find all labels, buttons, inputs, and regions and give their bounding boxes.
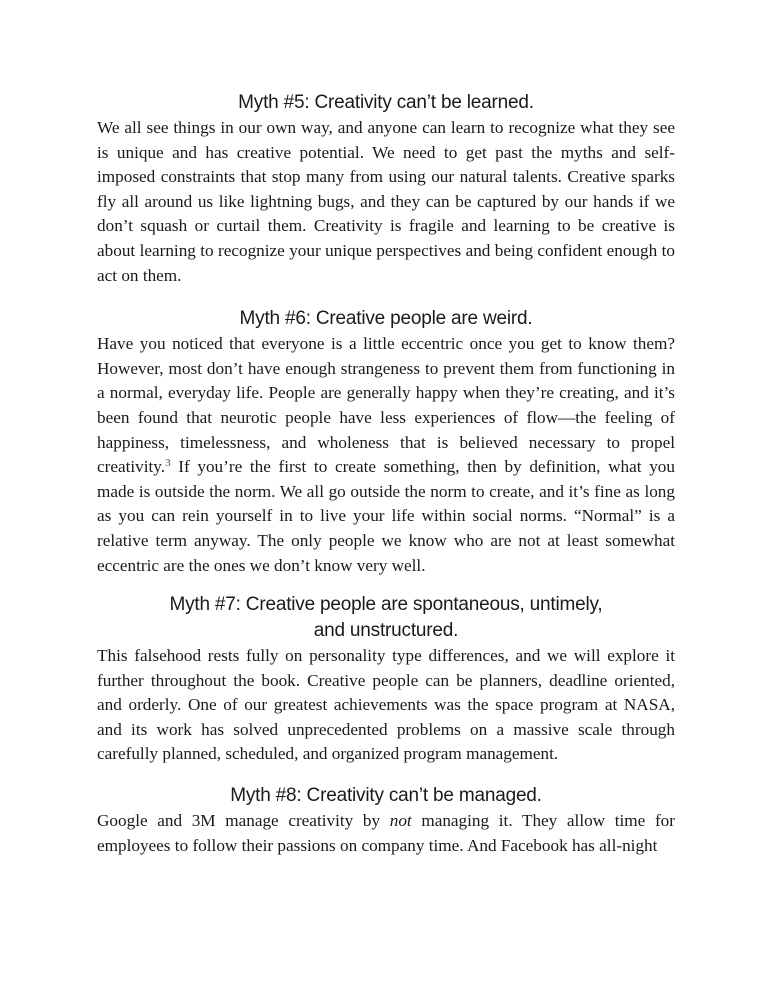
section-heading: Myth #8: Creativity can’t be managed.: [230, 785, 542, 807]
section-paragraph: [97, 332, 675, 578]
section-heading: Myth #6: Creative people are weird.: [239, 308, 533, 330]
section-heading: Myth #7: Creative people are spontaneous, untimely, and unstructured.: [169, 594, 603, 642]
section-paragraph: We all see things in our own way, and anyone can learn to recognize what they see is unique and has creative potential. We need to get past the myths and self-imposed constraints that stop many from using our natural talents. Creative sparks fly all around us like lightning bugs, and they can be captured by our hands if we don’t squash or curtail them. Creativity is fragile and learning to be creative is about learning to recognize your unique perspectives and being confident enough to act on them.: [97, 118, 675, 285]
section-myth-8: [97, 783, 675, 858]
paragraph-text: Have you noticed that everyone is a little eccentric once you get to know them? However, most don’t have enough strangeness to prevent them from functioning in a normal, everyday life. People are generally happy when they’re creating, and it’s been found that neurotic people have less experiences of flow—the feeling of happiness, timelessness, and wholeness that is believed necessary to propel creativity.: [97, 334, 675, 477]
emphasized-text: not: [389, 811, 412, 831]
paragraph-text: managing it. They allow time for employees to follow their passions on company time. And Facebook has all-night: [97, 811, 675, 855]
section-heading: Myth #5: Creativity can’t be learned.: [238, 92, 534, 113]
section-myth-7: [97, 592, 675, 767]
section-myth-6: [97, 306, 675, 578]
section-paragraph: This falsehood rests fully on personality type differences, and we will explore it further throughout the book. Creative people can be planners, deadline oriented, and orderly. One of our greatest achievements was the space program at NASA, and its work has solved unprecedented problems on a massive scale through carefully planned, scheduled, and organized program management.: [97, 646, 675, 764]
section-paragraph: [97, 809, 675, 858]
paragraph-text: If you’re the first to create something, then by definition, what you made is outside the norm. We all go outside the norm to create, and it’s fine as long as you can rein yourself in to live your life within social norms. “Normal” is a relative term anyway. The only people we know who are not at least somewhat eccentric are the ones we don’t know very well.: [97, 457, 675, 575]
section-myth-5: [97, 90, 675, 288]
footnote-reference-link[interactable]: 3: [165, 457, 171, 470]
document-page: [97, 90, 675, 858]
paragraph-text: Google and 3M manage creativity by: [97, 811, 390, 831]
